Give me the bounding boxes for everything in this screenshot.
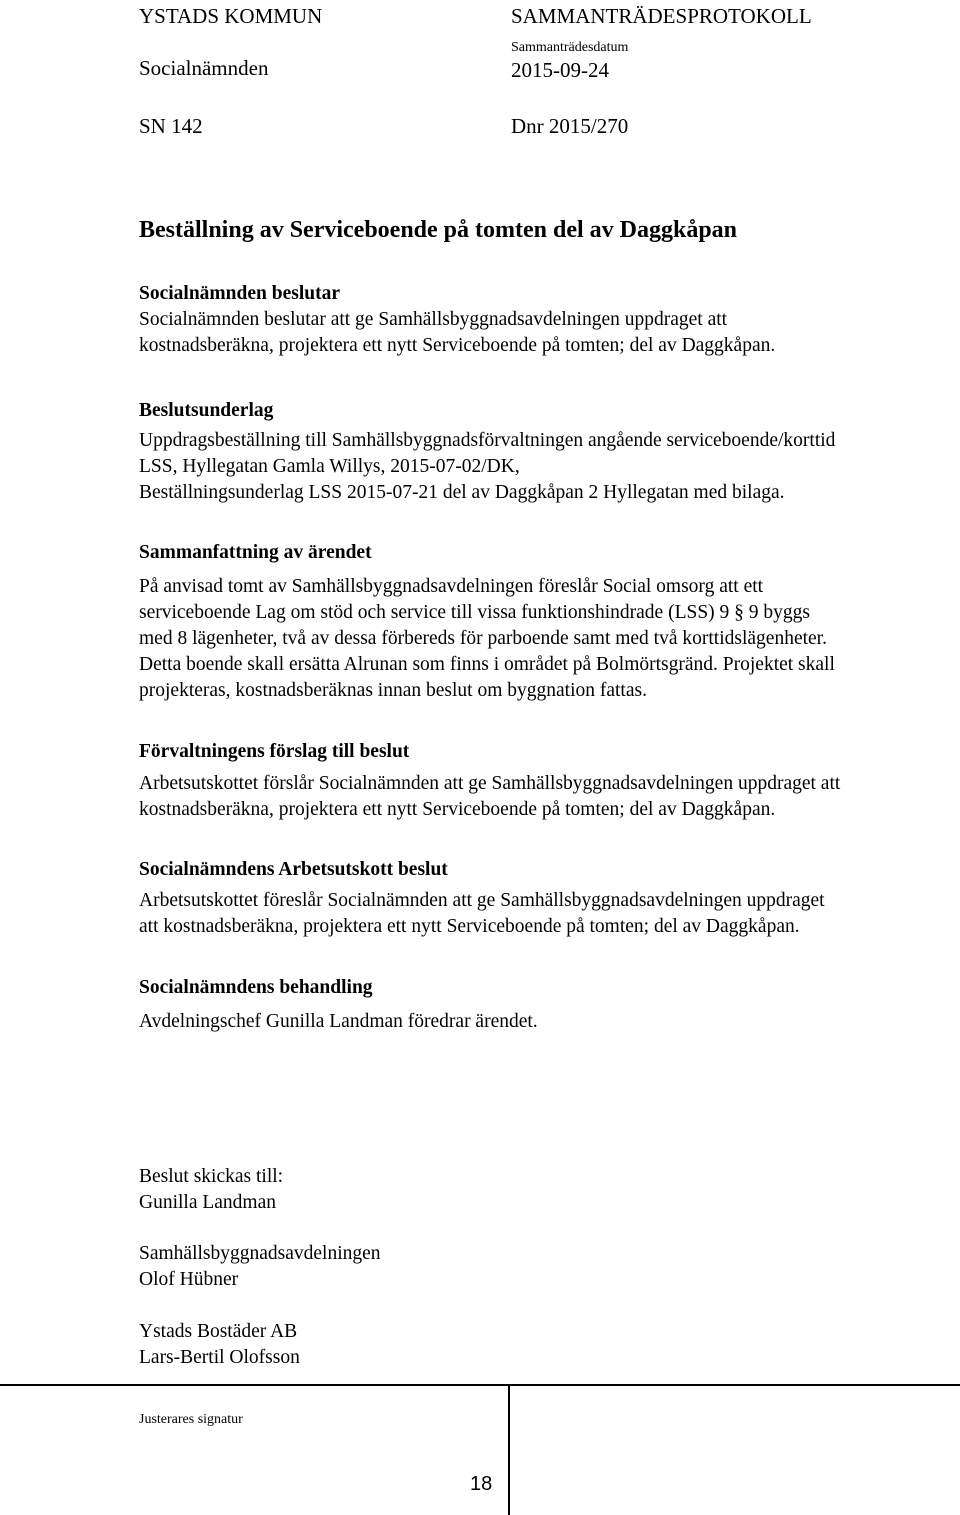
section-body: [139, 574, 954, 704]
recipient: Lars-Bertil Olofsson: [139, 1347, 300, 1368]
body-line: På anvisad tomt av Samhällsbyggnadsavdelningen föreslår Social omsorg att ett: [139, 576, 764, 597]
distribution-list: [139, 1164, 954, 1371]
section-proposal: [139, 739, 954, 823]
section-summary: [139, 540, 954, 704]
section-body: [139, 428, 954, 506]
recipient: Ystads Bostäder AB: [139, 1321, 298, 1342]
dnr-number: Dnr 2015/270: [511, 114, 629, 138]
section-body: [139, 307, 954, 359]
board-name: Socialnämnden: [139, 56, 269, 80]
body-line: Avdelningschef Gunilla Landman föredrar ärendet.: [139, 1011, 538, 1032]
footer-column-divider: [508, 1384, 510, 1515]
body-line: kostnadsberäkna, projektera ett nytt Serviceboende på tomten; del av Daggkåpan.: [139, 335, 776, 356]
date-label: Sammanträdesdatum: [511, 40, 629, 55]
body-line: Arbetsutskottet förslår Socialnämnden att ge Samhällsbyggnadsavdelningen uppdraget att: [139, 773, 841, 794]
body-line: Detta boende skall ersätta Alrunan som finns i området på Bolmörtsgränd. Projektet skall: [139, 654, 835, 675]
section-heading: Sammanfattning av ärendet: [139, 542, 372, 563]
section-body: [139, 771, 954, 823]
recipient: Olof Hübner: [139, 1269, 239, 1290]
body-line: Arbetsutskottet föreslår Socialnämnden att ge Samhällsbyggnadsavdelningen uppdraget: [139, 890, 825, 911]
org-name: YSTADS KOMMUN: [139, 4, 323, 28]
section-committee-decision: [139, 857, 954, 940]
meeting-date: 2015-09-24: [511, 58, 609, 82]
section-heading: Socialnämndens Arbetsutskott beslut: [139, 859, 448, 880]
body-line: med 8 lägenheter, två av dessa förbereds för parboende samt med två korttidslägenheter.: [139, 628, 827, 649]
body-line: Uppdragsbeställning till Samhällsbyggnadsförvaltningen angående serviceboende/korttid: [139, 430, 836, 451]
section-body: [139, 888, 954, 940]
section-body: [139, 1009, 954, 1035]
section-heading: Socialnämndens behandling: [139, 977, 373, 998]
recipient: Samhällsbyggnadsavdelningen: [139, 1243, 381, 1264]
body-line: att kostnadsberäkna, projektera ett nytt Serviceboende på tomten; del av Daggkåpan.: [139, 916, 800, 937]
section-decision: [139, 281, 954, 359]
body-line: Socialnämnden beslutar att ge Samhällsbyggnadsavdelningen uppdraget att: [139, 309, 728, 330]
recipient: Gunilla Landman: [139, 1192, 277, 1213]
body-line: projekteras, kostnadsberäknas innan beslut om byggnation fattas.: [139, 680, 647, 701]
section-heading: Socialnämnden beslutar: [139, 283, 340, 304]
body-line: LSS, Hyllegatan Gamla Willys, 2015-07-02/DK,: [139, 456, 520, 477]
footer-divider: [0, 1384, 960, 1386]
body-line: serviceboende Lag om stöd och service till vissa funktionshindrade (LSS) 9 § 9 byggs: [139, 602, 810, 623]
section-handling: [139, 975, 954, 1035]
doc-type: SAMMANTRÄDESPROTOKOLL: [511, 4, 812, 28]
section-heading: Förvaltningens förslag till beslut: [139, 741, 410, 762]
signature-label: Justerares signatur: [139, 1412, 243, 1427]
section-heading: Beslutsunderlag: [139, 400, 274, 421]
page-title: Beställning av Serviceboende på tomten del av Daggkåpan: [139, 217, 738, 243]
body-line: Beställningsunderlag LSS 2015-07-21 del av Daggkåpan 2 Hyllegatan med bilaga.: [139, 482, 785, 503]
body-line: kostnadsberäkna, projektera ett nytt Serviceboende på tomten; del av Daggkåpan.: [139, 799, 776, 820]
case-number: SN 142: [139, 114, 203, 138]
section-basis: [139, 398, 954, 506]
distribution-label: Beslut skickas till:: [139, 1166, 284, 1187]
page-number: 18: [470, 1473, 493, 1495]
